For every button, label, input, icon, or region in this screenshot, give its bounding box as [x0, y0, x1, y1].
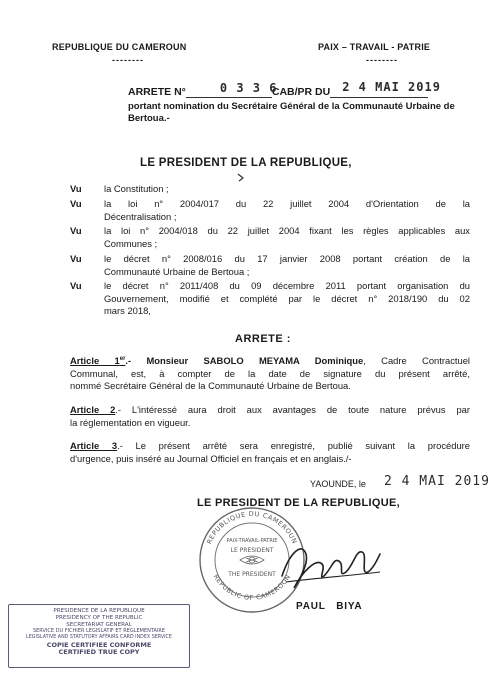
- header-right-dashes: --------: [366, 55, 398, 65]
- article-1-line1: , Cadre Contractuel: [363, 355, 470, 367]
- article-1-label: Article 1er: [70, 355, 126, 367]
- article-3-label: Article 3: [70, 440, 118, 451]
- vu-text-line: mars 2018,: [104, 305, 151, 316]
- vu-text-line: la loi n° 2004/017 du 22 juillet 2004 d'Orientation de la: [104, 198, 470, 209]
- vu-text-line: Communauté Urbaine de Bertoua ;: [104, 265, 250, 277]
- vu-item-5: [70, 280, 470, 319]
- vu-text-line: la loi n° 2004/018 du 22 juillet 2004 fixant les règles applicables aux: [104, 225, 470, 236]
- arrete-heading: ARRETE :: [235, 333, 291, 345]
- article-1-bold: .- Monsieur SABOLO MEYAMA Dominique: [125, 355, 364, 367]
- vu-item-4: [70, 253, 470, 279]
- article-1-line3: nommé Secrétaire Général de la Communauté Urbaine de Bertoua.: [70, 380, 351, 392]
- arrete-subtitle-2: Bertoua.-: [128, 113, 170, 124]
- vu-item-1: [70, 183, 470, 196]
- article-1-line2: Communal, est, à compter de la date de signature du présent arrêté,: [70, 367, 470, 379]
- stamp-line-7: CERTIFIED TRUE COPY: [58, 647, 140, 656]
- stamp-line-4: SERVICE DU FICHIER LEGISLATIF ET REGLEMENTAIRE: [32, 628, 166, 635]
- stamp-line-2: PRESIDENCY OF THE REPUBLIC: [55, 614, 143, 621]
- arrete-mid: CAB/PR DU: [271, 86, 331, 98]
- article-1: [70, 353, 470, 393]
- vu-item-3: [70, 225, 470, 251]
- vu-label: Vu: [70, 253, 82, 264]
- header-left: REPUBLIQUE DU CAMEROUN: [52, 42, 187, 52]
- vu-text-line: le décret n° 2008/016 du 17 janvier 2008 portant création de la: [104, 253, 470, 264]
- seal-top-text: REPUBLIQUE DU CAMEROUN: [205, 509, 299, 546]
- article-2-line2: la réglementation en vigueur.: [70, 416, 191, 428]
- arrete-subtitle-1: portant nomination du Secrétaire Général de la Communauté Urbaine de: [128, 101, 455, 112]
- vu-text-line: Décentralisation ;: [104, 210, 177, 222]
- signature-place: YAOUNDE, le: [310, 479, 366, 489]
- stamp-line-3: SECRETARIAT GENERAL: [66, 621, 132, 628]
- arrete-number-line: [128, 80, 441, 98]
- arrete-number-field: [186, 81, 278, 98]
- vu-text-line: Communes ;: [104, 237, 158, 249]
- signature-date-handwritten: 2 4 MAI 2019: [384, 474, 490, 489]
- vu-text-line: le décret n° 2011/408 du 09 décembre 2011 portant organisation du: [104, 280, 470, 291]
- article-3: [70, 440, 470, 465]
- ink-mark: [237, 170, 245, 180]
- article-2-line1: .- L'intéressé aura droit aux avantages de toute nature prévus par: [115, 404, 470, 415]
- article-3-line2: d'urgence, puis inséré au Journal Officiel en français et en anglais./-: [70, 452, 352, 464]
- stamp-line-1: PRESIDENCE DE LA REPUBLIQUE: [53, 608, 145, 614]
- signature-name: PAUL BIYA: [296, 601, 363, 612]
- vu-label: Vu: [70, 225, 82, 236]
- handwritten-signature: [276, 532, 386, 596]
- vu-label: Vu: [70, 183, 82, 194]
- arrete-prefix: ARRETE N°: [128, 86, 186, 98]
- seal-bottom-text: REPUBLIC OF CAMEROON: [211, 572, 293, 602]
- seal-motto: PAIX-TRAVAIL-PATRIE: [226, 538, 278, 544]
- arrete-number-handwritten: 0 3 3 6: [219, 81, 278, 95]
- article-3-line1: .- Le présent arrêté sera enregistré, publié suivant la procédure: [117, 440, 471, 451]
- stamp-line-6: COPIE CERTIFIEE CONFORME: [46, 640, 152, 649]
- seal-mid-2: THE PRESIDENT: [228, 571, 276, 578]
- arrete-date-handwritten: 2 4 MAI 2019: [342, 80, 441, 94]
- president-title: LE PRESIDENT DE LA REPUBLIQUE,: [140, 157, 352, 169]
- seal-emblem: [240, 556, 264, 564]
- signature-title: LE PRESIDENT DE LA REPUBLIQUE,: [197, 497, 400, 509]
- certified-copy-stamp: [8, 604, 190, 668]
- vu-text-line: Gouvernement, modifié et complété par le décret n° 2018/190 du 02: [104, 292, 470, 304]
- vu-label: Vu: [70, 280, 82, 291]
- vu-item-2: [70, 198, 470, 224]
- header-left-dashes: --------: [112, 55, 144, 65]
- header-right: PAIX – TRAVAIL - PATRIE: [318, 42, 431, 52]
- article-2-label: Article 2: [70, 404, 116, 415]
- seal-mid-1: LE PRESIDENT: [230, 547, 274, 554]
- article-2: [70, 404, 470, 429]
- arrete-date-field: [330, 80, 441, 98]
- stamp-line-5: LEGISLATIVE AND STATUTORY AFFAIRS CARD INDEX SERVICE: [26, 635, 172, 641]
- vu-text-line: la Constitution ;: [104, 183, 169, 194]
- vu-label: Vu: [70, 198, 82, 209]
